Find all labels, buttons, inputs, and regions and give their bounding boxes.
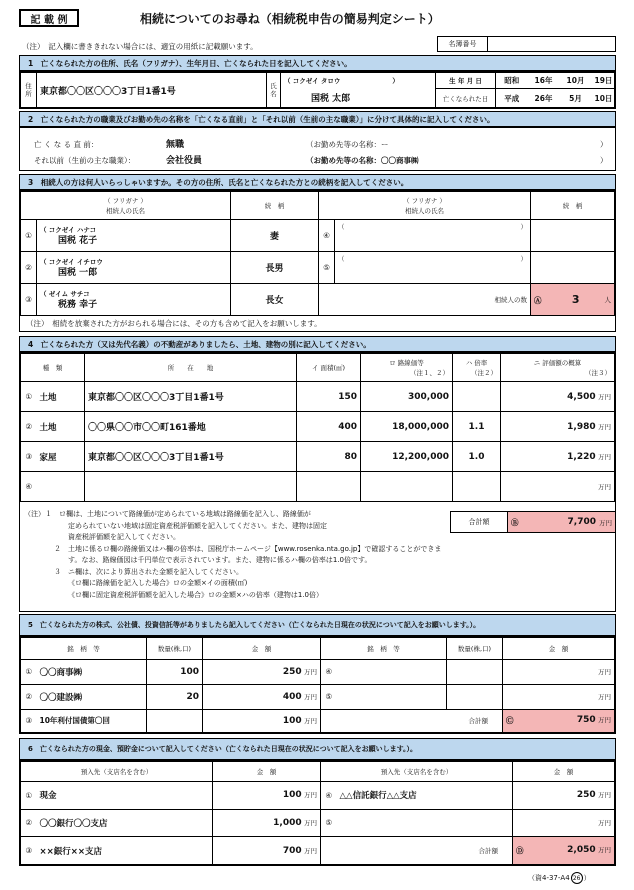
stock-unit: 万円 xyxy=(598,668,611,677)
realty-value: 4,500 xyxy=(567,391,596,402)
heir-furigana-col-right: （ フリガナ ） xyxy=(403,196,446,205)
realty-note-line: 定められていない地域は固定資産税評価額を記入してください。また、建物は固定 xyxy=(68,521,327,530)
bank-amount: 700 xyxy=(282,845,302,856)
meibo-box xyxy=(437,36,616,52)
realty-unit: 万円 xyxy=(598,483,611,491)
realty-rate-header xyxy=(453,354,501,382)
realty-location: 東京都〇〇区〇〇〇3丁目1番1号 xyxy=(85,382,297,412)
heir-name-col-left: 相続人の氏名 xyxy=(106,206,145,215)
table-row xyxy=(21,442,615,472)
stock-name: 10年利付国債第〇回 xyxy=(37,709,147,732)
realty-unit: 万円 xyxy=(598,422,611,431)
bank-name: ××銀行××支店 xyxy=(37,837,213,865)
heir-count-cell xyxy=(531,284,615,316)
realty-note-line: 資産税評価額を記入してください。 xyxy=(68,533,180,541)
section5-header: 5 亡くなられた方の株式、公社債、投資信託等がありましたら記入してください（亡くなられた日現在の状況について記入をお願いします。）。 xyxy=(19,614,616,636)
realty-value: 1,980 xyxy=(567,421,596,432)
bank-no: ② xyxy=(21,809,37,837)
birth-year: 16年 xyxy=(528,73,560,89)
realty-note-line: 《ロ欄に路線価を記入した場合》ロの金額×イの面積(㎡) xyxy=(68,579,248,587)
table-row xyxy=(21,837,615,865)
heir-name: 国税 一郎 xyxy=(58,267,98,278)
death-year: 26年 xyxy=(528,89,560,108)
stock-qty xyxy=(147,709,203,732)
realty-total-box xyxy=(450,511,616,533)
table-row xyxy=(21,412,615,442)
stock-qty-header-left: 数量(株,口) xyxy=(147,638,203,660)
realty-area xyxy=(297,472,361,502)
table-row xyxy=(21,709,615,732)
stock-no: ② xyxy=(21,684,37,709)
stock-no: ① xyxy=(21,660,37,685)
bank-unit: 万円 xyxy=(304,818,317,827)
form-code-close: ） xyxy=(583,874,591,882)
section1-header: 1 亡くなられた方の住所、氏名（フリガナ）、生年月日、亡くなられた日を記入してください。 xyxy=(19,55,616,71)
realty-rate xyxy=(453,472,501,502)
bank-header-right: 預入先（支店名を含む） xyxy=(321,762,513,782)
heir-furigana-col-left: （ フリガナ ） xyxy=(104,196,147,205)
stock-no: ⑤ xyxy=(321,684,337,709)
realty-type: 土地 xyxy=(37,382,85,412)
realty-road: 12,200,000 xyxy=(361,442,453,472)
stock-name xyxy=(337,660,447,685)
stock-amount-header-left: 金 額 xyxy=(203,638,321,660)
realty-total-unit: 万円 xyxy=(599,518,612,527)
bank-unit: 万円 xyxy=(598,791,611,800)
realty-notes xyxy=(24,509,479,601)
table-row xyxy=(21,660,615,685)
bank-amount-cell xyxy=(513,809,615,837)
bank-name: 現金 xyxy=(37,782,213,810)
bank-no: ④ xyxy=(321,782,337,810)
stock-name-header-left: 銘 柄 等 xyxy=(21,638,147,660)
bank-amount-cell xyxy=(213,809,321,837)
death-day: 10日 xyxy=(592,89,615,108)
realty-value-label: ニ 評価額の概算 xyxy=(533,358,582,367)
realty-rate: 1.1 xyxy=(453,412,501,442)
bank-amount: 1,000 xyxy=(273,817,302,828)
form-code xyxy=(528,872,591,884)
realty-value-cell xyxy=(501,382,615,412)
form-note: （注） 記入欄に書ききれない場合には、適宜の用紙に記載願います。 xyxy=(22,42,258,51)
realty-value-cell xyxy=(501,472,615,502)
realty-road-note: （注１、２） xyxy=(410,368,449,377)
meibo-label: 名簿番号 xyxy=(438,37,488,51)
realty-rate: 1.0 xyxy=(453,442,501,472)
stock-qty: 100 xyxy=(147,660,203,685)
heir-relation: 妻 xyxy=(231,220,319,252)
realty-note-line: ２ 土地に係るロ欄の路線価又はハ欄の倍率は、国税庁ホームページ【www.rosenka.nta.go.jp】で確認することができま xyxy=(54,544,442,553)
realty-type-header: 種 類 xyxy=(21,354,85,382)
stock-qty-header-right: 数量(株,口) xyxy=(447,638,503,660)
table-row xyxy=(21,684,615,709)
bank-total-unit: 万円 xyxy=(598,846,611,855)
realty-no: ③ xyxy=(21,442,37,472)
realty-unit: 万円 xyxy=(598,452,611,461)
realty-road-label: ロ 路線価等 xyxy=(389,358,424,367)
realty-value-header xyxy=(501,354,615,382)
realty-value-note: （注３） xyxy=(585,368,611,377)
heir-relation-header-left: 続 柄 xyxy=(231,192,319,220)
table-row xyxy=(21,472,615,502)
death-label: 亡くなられた日 xyxy=(436,89,496,108)
stock-amount-cell xyxy=(203,684,321,709)
stock-unit: 万円 xyxy=(304,692,317,701)
heir-name: 国税 花子 xyxy=(58,235,98,246)
stock-qty xyxy=(447,660,503,685)
bank-amount-header-right: 金 額 xyxy=(513,762,615,782)
stock-unit: 万円 xyxy=(304,667,317,676)
stock-name: 〇〇建設㈱ xyxy=(37,684,147,709)
deceased-furigana: （ コクゼイ タロウ ） xyxy=(281,73,436,89)
table-row xyxy=(21,809,615,837)
stock-amount: 400 xyxy=(282,691,302,702)
heir-furigana: （ コクゼイ イチロウ xyxy=(40,257,103,266)
bank-unit: 万円 xyxy=(304,791,317,800)
realty-type xyxy=(37,472,85,502)
table-row xyxy=(21,382,615,412)
section1-body xyxy=(19,71,616,109)
realty-area-header: イ 面積(㎡) xyxy=(297,354,361,382)
realty-total-value: 7,700 xyxy=(567,517,596,527)
heir-count-value: 3 xyxy=(571,293,580,306)
bank-name xyxy=(337,809,513,837)
stock-unit: 万円 xyxy=(598,693,611,702)
stock-total-value: 750 xyxy=(576,715,596,726)
deceased-name: 国税 太郎 xyxy=(281,89,436,108)
occupation-row1-company: （お勤め先等の名称：ー xyxy=(306,140,389,149)
heir-count-label: 相続人の数 xyxy=(319,284,531,316)
birth-label: 生 年 月 日 xyxy=(436,73,496,89)
bank-name: △△信託銀行△△支店 xyxy=(337,782,513,810)
death-month: 5月 xyxy=(560,89,592,108)
section4-header: 4 亡くなられた方（又は先代名義）の不動産がありましたら、土地、建物の別に記入してください。 xyxy=(19,336,616,352)
section2-body xyxy=(19,127,616,171)
heir-relation-header-right: 続 柄 xyxy=(531,192,615,220)
realty-area: 80 xyxy=(297,442,361,472)
bank-amount-header-left: 金 額 xyxy=(213,762,321,782)
occupation-row2-company: （お勤め先等の名称：〇〇商事㈱ xyxy=(306,156,419,165)
realty-road-header xyxy=(361,354,453,382)
section3-body xyxy=(19,190,616,332)
realty-unit: 万円 xyxy=(598,392,611,401)
realty-note-line: ３ ニ欄は、次により算出された金額を記入してください。 xyxy=(54,567,243,576)
heir-name-header xyxy=(21,192,231,220)
realty-no: ② xyxy=(21,412,37,442)
stock-name-header-right: 銘 柄 等 xyxy=(321,638,447,660)
example-badge: 記 載 例 xyxy=(19,9,79,27)
heir-name-col-right: 相続人の氏名 xyxy=(405,206,444,215)
page-number: 26 xyxy=(571,872,583,884)
realty-value-cell xyxy=(501,412,615,442)
section4-body xyxy=(19,352,616,612)
stock-no: ③ xyxy=(21,709,37,732)
realty-total-cell xyxy=(507,512,615,532)
stock-total-mark: Ⓒ xyxy=(506,716,514,726)
section3-note: （注） 相続を放棄された方がおられる場合には、その方も含めて記入をお願いします。 xyxy=(26,319,322,328)
heir-no: ② xyxy=(21,252,37,284)
heir-cell xyxy=(37,252,231,284)
bank-total-label: 合計額 xyxy=(321,837,513,865)
bank-total-value: 2,050 xyxy=(567,845,596,856)
heir-relation: 長男 xyxy=(231,252,319,284)
birth-month: 10月 xyxy=(560,73,592,89)
heir-no: ④ xyxy=(319,220,335,252)
birth-era: 昭和 xyxy=(496,73,528,89)
realty-note-line: す。なお、路線価図は千円単位で表示されています。また、建物に係るハ欄の倍率は1.0倍です。 xyxy=(68,556,372,564)
bank-name: 〇〇銀行〇〇支店 xyxy=(37,809,213,837)
realty-location xyxy=(85,472,297,502)
heir-name-header-right xyxy=(319,192,531,220)
heir-count-mark: Ⓐ xyxy=(534,296,542,305)
stock-no: ④ xyxy=(321,660,337,685)
bank-unit: 万円 xyxy=(304,846,317,855)
realty-road xyxy=(361,472,453,502)
realty-value-cell xyxy=(501,442,615,472)
death-era: 平成 xyxy=(496,89,528,108)
bank-no: ① xyxy=(21,782,37,810)
realty-value: 1,220 xyxy=(567,451,596,462)
bank-amount: 250 xyxy=(576,790,596,801)
heir-no: ① xyxy=(21,220,37,252)
section3-header: 3 相続人の方は何人いらっしゃいますか。その方の住所、氏名と亡くなられた方との続柄を記入してください。 xyxy=(19,174,616,190)
occupation-row2-value: 会社役員 xyxy=(166,156,203,166)
heir-paren-close: ） xyxy=(520,255,527,263)
realty-rate-note: （注２） xyxy=(471,368,497,377)
bank-amount: 100 xyxy=(282,790,302,801)
bank-total-wrap xyxy=(567,845,611,855)
stock-qty xyxy=(447,684,503,709)
occupation-row1-label: 亡 く な る 直 前： xyxy=(34,140,99,149)
heir-paren-close: ） xyxy=(520,223,527,231)
stock-total-wrap xyxy=(577,715,611,725)
bank-total-mark: Ⓓ xyxy=(516,846,524,856)
heir-count-unit: 人 xyxy=(604,296,611,304)
section5-body xyxy=(19,636,616,734)
heir-relation-empty xyxy=(531,220,615,252)
heir-name: 税務 幸子 xyxy=(58,299,98,310)
realty-area: 150 xyxy=(297,382,361,412)
heir-no: ③ xyxy=(21,284,37,316)
realty-location: 〇〇県〇〇市〇〇町161番地 xyxy=(85,412,297,442)
stock-name: 〇〇商事㈱ xyxy=(37,660,147,685)
realty-rate xyxy=(453,382,501,412)
address-label: 住所 xyxy=(21,73,37,108)
realty-rate-label: ハ 倍率 xyxy=(465,358,488,367)
stock-amount-header-right: 金 額 xyxy=(503,638,615,660)
bank-header-left: 預入先（支店名を含む） xyxy=(21,762,213,782)
stock-total-cell xyxy=(503,709,615,732)
stock-amount: 100 xyxy=(282,715,302,726)
heir-furigana: （ ゼイム サチコ xyxy=(40,289,90,298)
stock-unit: 万円 xyxy=(304,716,317,725)
heir-paren-open: （ xyxy=(338,223,345,231)
deceased-address: 東京都〇〇区〇〇〇3丁目1番1号 xyxy=(37,73,267,108)
stock-amount: 250 xyxy=(282,666,302,677)
occupation-row2-label: それ以前（生前の主な職業）： xyxy=(34,156,136,165)
bank-no: ⑤ xyxy=(321,809,337,837)
heir-no: ⑤ xyxy=(319,252,335,284)
stock-amount-cell xyxy=(503,660,615,685)
stock-amount-cell xyxy=(203,660,321,685)
realty-note-line: （注）１ ロ欄は、土地について路線価が定められている地域は路線価を記入し、路線価が xyxy=(24,510,311,518)
table-row xyxy=(21,782,615,810)
form-code-text: （資4-37-A4 xyxy=(528,874,570,882)
heir-cell-empty xyxy=(335,220,531,252)
bank-total-cell xyxy=(513,837,615,865)
heir-cell-empty xyxy=(335,252,531,284)
realty-area: 400 xyxy=(297,412,361,442)
realty-no: ④ xyxy=(21,472,37,502)
occupation-row1-value: 無職 xyxy=(166,140,185,150)
heir-cell xyxy=(37,220,231,252)
realty-total-label: 合計額 xyxy=(468,518,490,526)
realty-type: 土地 xyxy=(37,412,85,442)
stock-total-unit: 万円 xyxy=(598,716,611,725)
heir-relation-empty xyxy=(531,252,615,284)
occupation-row2-close: ） xyxy=(600,156,608,165)
stock-amount-cell xyxy=(203,709,321,732)
bank-unit: 万円 xyxy=(598,819,611,828)
stock-total-label: 合計額 xyxy=(321,709,503,732)
heir-furigana: （ コクゼイ ハナコ xyxy=(40,225,97,234)
occupation-row1-close: ） xyxy=(600,140,608,149)
stock-amount-cell xyxy=(503,684,615,709)
realty-note-line: 《ロ欄に固定資産税評価額を記入した場合》ロの金額×ハの倍率（建物は1.0倍） xyxy=(68,590,323,599)
bank-amount-cell xyxy=(513,782,615,810)
stock-name xyxy=(337,684,447,709)
realty-location-header: 所 在 地 xyxy=(85,354,297,382)
realty-road: 300,000 xyxy=(361,382,453,412)
page-title: 相続についてのお尋ね（相続税申告の簡易判定シート） xyxy=(140,12,440,26)
bank-amount-cell xyxy=(213,837,321,865)
bank-amount-cell xyxy=(213,782,321,810)
realty-no: ① xyxy=(21,382,37,412)
birth-day: 19日 xyxy=(592,73,615,89)
stock-qty: 20 xyxy=(147,684,203,709)
section2-header: 2 亡くなられた方の職業及びお勤め先の名称を「亡くなる直前」と「それ以前（生前の主な職業）」に分けて具体的に記入してください。 xyxy=(19,111,616,127)
realty-type: 家屋 xyxy=(37,442,85,472)
section6-body xyxy=(19,760,616,866)
realty-road: 18,000,000 xyxy=(361,412,453,442)
heir-paren-open: （ xyxy=(338,255,345,263)
section6-header: 6 亡くなられた方の現金、預貯金について記入してください（亡くなられた日現在の状況について記入をお願いします。）。 xyxy=(19,738,616,760)
name-label: 氏名 xyxy=(267,73,281,108)
heir-relation: 長女 xyxy=(231,284,319,316)
bank-no: ③ xyxy=(21,837,37,865)
heir-cell xyxy=(37,284,231,316)
realty-total-mark: Ⓑ xyxy=(511,517,519,527)
realty-location: 東京都〇〇区〇〇〇3丁目1番1号 xyxy=(85,442,297,472)
